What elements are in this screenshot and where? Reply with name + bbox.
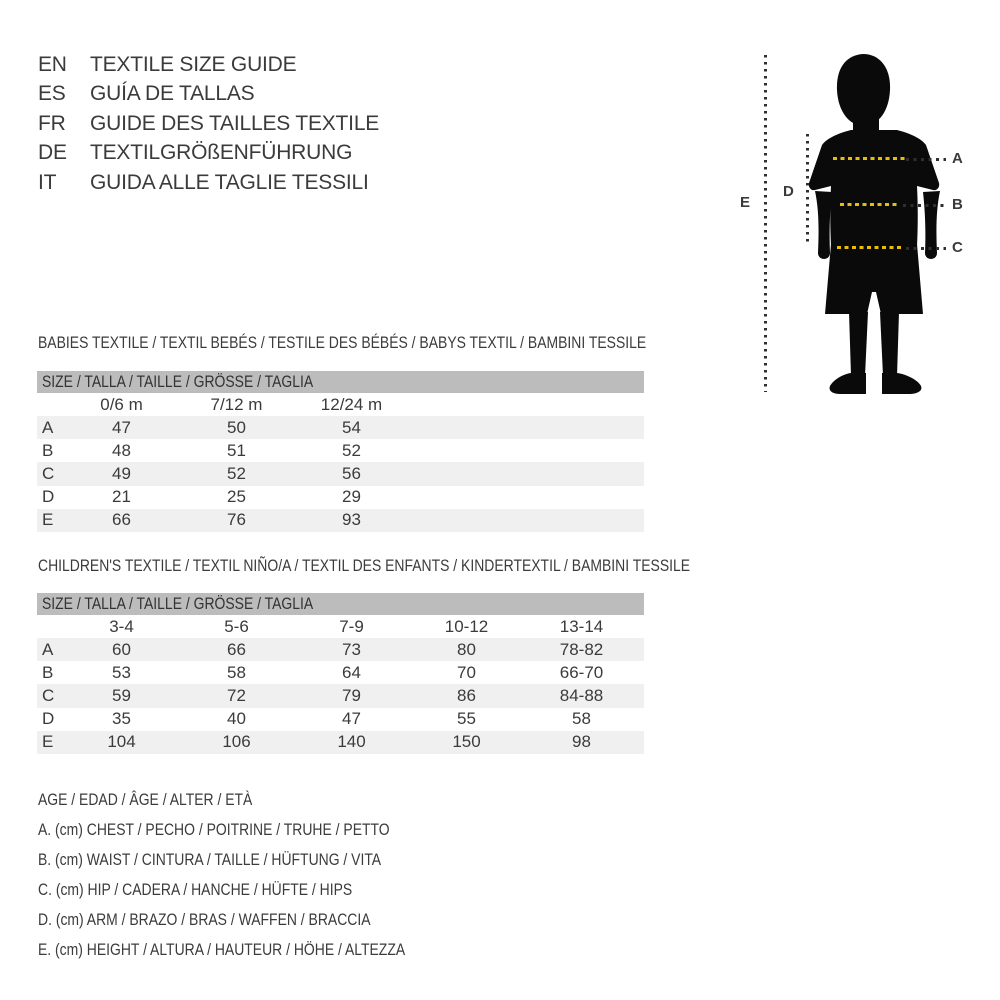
lang-row-it: [38, 168, 379, 198]
size-value: 104: [107, 732, 136, 752]
size-value: 35: [112, 709, 131, 729]
child-silhouette-image: [805, 50, 950, 398]
lang-title: GUÍA DE TALLAS: [90, 82, 255, 106]
size-value: 84-88: [559, 685, 604, 705]
children-column-header: 5-6: [224, 616, 249, 636]
size-value: 52: [227, 463, 246, 483]
size-value: 52: [342, 440, 361, 460]
silhouette-left-arm: [815, 191, 832, 259]
babies-column-header: 12/24 m: [320, 394, 383, 414]
legend-line-age: [38, 785, 486, 815]
hip-leader-dash-C: [906, 247, 946, 250]
table-row: [37, 638, 644, 661]
table-row: [37, 684, 644, 707]
silhouette-right-leg: [880, 312, 899, 376]
marker-label-D: D: [783, 183, 794, 200]
size-value: 29: [342, 487, 361, 507]
row-label: E: [42, 510, 54, 530]
size-value: 70: [457, 662, 476, 682]
size-value: 58: [572, 709, 591, 729]
size-value: 86: [457, 685, 476, 705]
silhouette-shorts: [825, 244, 923, 314]
legend-line-waist: [38, 845, 486, 875]
children-column-header: 10-12: [444, 616, 489, 636]
size-value: 73: [342, 639, 361, 659]
silhouette-right-shoe: [882, 373, 921, 394]
chest-leader-dash-A: [906, 158, 946, 161]
row-label: A: [42, 639, 54, 659]
legend-text: C. (cm) HIP / CADERA / HANCHE / HÜFTE / HIPS: [38, 880, 353, 899]
lang-code: EN: [38, 52, 67, 76]
waist-measure-dash-B: [840, 203, 898, 206]
table-row: [37, 509, 644, 532]
waist-leader-dash-B: [903, 204, 946, 207]
row-label: C: [42, 685, 55, 705]
children-column-header: 13-14: [559, 616, 604, 636]
lang-row-en: [38, 50, 379, 80]
lang-row-de: [38, 139, 379, 169]
legend-line-height: [38, 935, 486, 965]
children-column-header-row: [37, 615, 644, 638]
marker-label-C: C: [952, 239, 963, 256]
lang-row-es: [38, 80, 379, 110]
row-label: C: [42, 463, 55, 483]
size-value: 25: [227, 487, 246, 507]
size-value: 58: [227, 662, 246, 682]
size-value: 59: [112, 685, 131, 705]
table-row: [37, 486, 644, 509]
row-label: D: [42, 709, 55, 729]
children-size-table: [37, 593, 644, 754]
size-value: 48: [112, 440, 131, 460]
size-value: 53: [112, 662, 131, 682]
size-value: 98: [572, 732, 591, 752]
babies-column-header-row: [37, 393, 644, 416]
hip-measure-dash-C: [837, 246, 903, 249]
arm-measure-line-D: [806, 134, 809, 242]
legend-line-arm: [38, 905, 486, 935]
children-section-title-text: CHILDREN'S TEXTILE / TEXTIL NIÑO/A / TEXTIL DES ENFANTS / KINDERTEXTIL / BAMBINI TESSILE: [38, 556, 691, 575]
lang-title: TEXTILGRÖßENFÜHRUNG: [90, 141, 353, 165]
lang-title: GUIDA ALLE TAGLIE TESSILI: [90, 170, 369, 194]
legend-text: D. (cm) ARM / BRAZO / BRAS / WAFFEN / BRACCIA: [38, 910, 371, 929]
babies-table-header-text: SIZE / TALLA / TAILLE / GRÖSSE / TAGLIA: [42, 372, 314, 391]
size-value: 78-82: [559, 639, 604, 659]
row-label: E: [42, 732, 54, 752]
table-row: [37, 731, 644, 754]
babies-column-header: 0/6 m: [100, 394, 143, 414]
height-measure-line-E: [764, 55, 767, 392]
legend-text: B. (cm) WAIST / CINTURA / TAILLE / HÜFTUNG / VITA: [38, 850, 382, 869]
babies-section-title-text: BABIES TEXTILE / TEXTIL BEBÉS / TESTILE DES BÉBÉS / BABYS TEXTIL / BAMBINI TESSILE: [38, 333, 647, 352]
row-label: A: [42, 417, 54, 437]
marker-label-B: B: [952, 196, 963, 213]
children-table-header-bar: [37, 593, 644, 615]
size-value: 21: [112, 487, 131, 507]
size-value: 50: [227, 417, 246, 437]
size-value: 54: [342, 417, 361, 437]
size-value: 66-70: [559, 662, 604, 682]
lang-row-fr: [38, 109, 379, 139]
size-value: 51: [227, 440, 246, 460]
lang-title: GUIDE DES TAILLES TEXTILE: [90, 111, 380, 135]
lang-code: IT: [38, 170, 57, 194]
size-value: 140: [337, 732, 366, 752]
size-value: 64: [342, 662, 361, 682]
marker-label-A: A: [952, 150, 963, 167]
size-value: 79: [342, 685, 361, 705]
babies-table-rows: [37, 416, 644, 532]
size-value: 60: [112, 639, 131, 659]
legend-line-hip: [38, 875, 486, 905]
row-label: D: [42, 487, 55, 507]
children-column-header: 3-4: [109, 616, 134, 636]
size-value: 93: [342, 510, 361, 530]
size-value: 72: [227, 685, 246, 705]
table-row: [37, 708, 644, 731]
legend-text: E. (cm) HEIGHT / ALTURA / HAUTEUR / HÖHE / ALTEZZA: [38, 940, 406, 959]
lang-title: TEXTILE SIZE GUIDE: [90, 52, 297, 76]
legend-line-chest: [38, 815, 486, 845]
table-row: [37, 416, 644, 439]
children-column-header: 7-9: [339, 616, 364, 636]
table-row: [37, 661, 644, 684]
chest-measure-dash-A: [833, 157, 905, 160]
children-section-title: [38, 556, 833, 576]
size-value: 47: [112, 417, 131, 437]
babies-section-title: [38, 333, 780, 353]
size-value: 55: [457, 709, 476, 729]
lang-code: ES: [38, 82, 66, 106]
size-value: 106: [222, 732, 251, 752]
lang-code: FR: [38, 111, 66, 135]
size-value: 47: [342, 709, 361, 729]
legend-text: A. (cm) CHEST / PECHO / POITRINE / TRUHE / PETTO: [38, 820, 390, 839]
size-value: 76: [227, 510, 246, 530]
legend-text: AGE / EDAD / ÂGE / ALTER / ETÀ: [38, 790, 253, 809]
size-value: 66: [112, 510, 131, 530]
size-value: 66: [227, 639, 246, 659]
table-row: [37, 439, 644, 462]
measurement-legend: [38, 785, 486, 965]
size-value: 49: [112, 463, 131, 483]
size-value: 56: [342, 463, 361, 483]
table-row: [37, 462, 644, 485]
babies-size-table: [37, 371, 644, 532]
babies-table-header-bar: [37, 371, 644, 393]
row-label: B: [42, 662, 54, 682]
children-table-header-text: SIZE / TALLA / TAILLE / GRÖSSE / TAGLIA: [42, 594, 314, 613]
size-value: 80: [457, 639, 476, 659]
silhouette-left-shoe: [830, 373, 866, 394]
size-value: 150: [452, 732, 481, 752]
size-value: 40: [227, 709, 246, 729]
lang-code: DE: [38, 141, 67, 165]
babies-column-header: 7/12 m: [210, 394, 263, 414]
children-table-rows: [37, 638, 644, 754]
marker-label-E: E: [740, 194, 751, 211]
language-title-list: [38, 50, 379, 198]
silhouette-left-leg: [849, 312, 868, 376]
row-label: B: [42, 440, 54, 460]
